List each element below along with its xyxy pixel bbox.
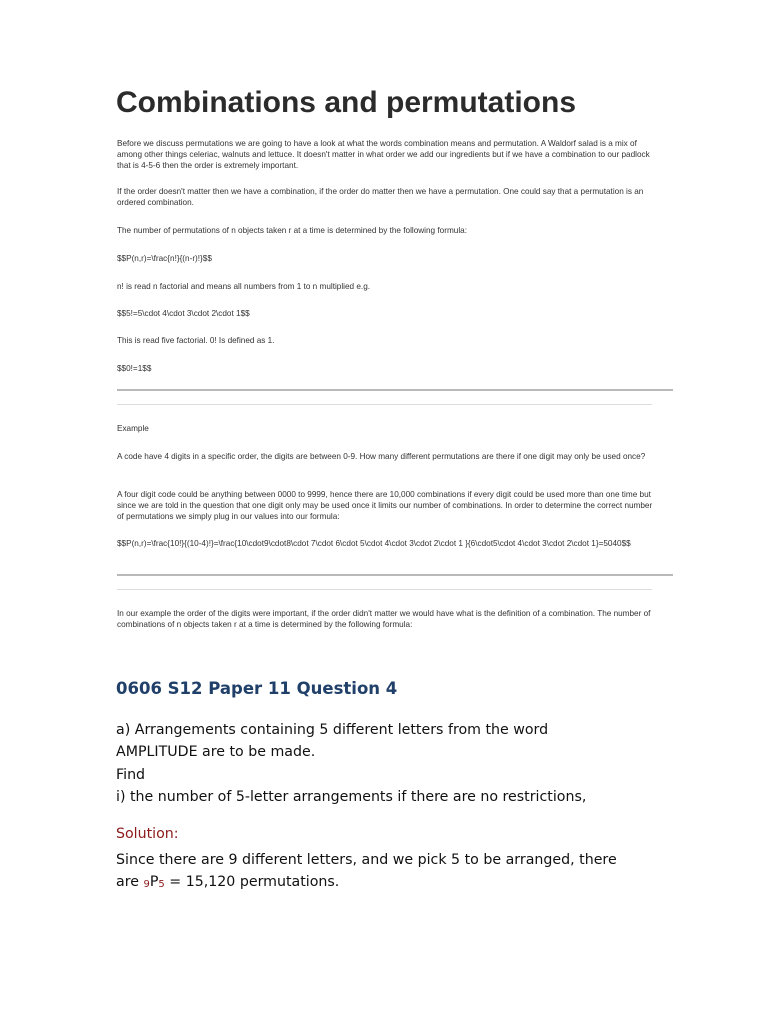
example-label: Example (117, 424, 149, 433)
example-paragraph-2: A four digit code could be anything between 0000 to 9999, hence there are 10,000 combinations if every digit could be used more than one time but since we are told in the question that one digit only may be used once it limits our number of combinations. In order to determine the correct number of permutations we simply plug in our values into our formula: (117, 490, 653, 521)
subscript-n: 9 (143, 879, 150, 890)
subscript-r: 5 (158, 879, 165, 890)
formula-zero-factorial: $$0!=1$$ (117, 364, 152, 373)
section-divider (117, 389, 673, 391)
question-line-4: i) the number of 5-letter arrangements if there are no restrictions, (116, 789, 587, 805)
formula-example: $$P(n,r)=\frac{10!}{(10-4)!}=\frac{10\cdot9\cdot8\cdot 7\cdot 6\cdot 5\cdot 4\cdot 3\cdot 2\cdot 1 }{6\cdot5\cdot 4\cdot 3\cdot 2\cdot 1}=5040$$ (117, 539, 631, 548)
formula-permutation: $$P(n,r)=\frac{n!}{(n-r)!}$$ (117, 254, 212, 263)
intro-paragraph-factorial: n! is read n factorial and means all numbers from 1 to n multiplied e.g. (117, 282, 371, 291)
solution-result: = 15,120 permutations. (164, 874, 340, 890)
section-divider-light (117, 404, 652, 405)
question-line-2: AMPLITUDE are to be made. (116, 744, 316, 760)
example-paragraph-1: A code have 4 digits in a specific order, the digits are between 0-9. How many different permutations are there if one digit may only be used once? (117, 452, 646, 461)
question-title: 0606 S12 Paper 11 Question 4 (116, 679, 398, 698)
solution-label: Solution: (116, 826, 179, 842)
intro-paragraph-3: The number of permutations of n objects taken r at a time is determined by the following formula: (117, 226, 467, 235)
permutation-symbol: P (149, 874, 159, 890)
question-line-1: a) Arrangements containing 5 different letters from the word (116, 722, 549, 738)
solution-prefix: are (116, 874, 144, 890)
question-line-3: Find (116, 767, 146, 783)
formula-five-factorial: $$5!=5\cdot 4\cdot 3\cdot 2\cdot 1$$ (117, 309, 250, 318)
section-divider-light (117, 589, 652, 590)
intro-paragraph-zero: This is read five factorial. 0! Is defined as 1. (117, 336, 275, 345)
intro-paragraph-1: Before we discuss permutations we are going to have a look at what the words combination means and permutation. A Waldorf salad is a mix of among other things celeriac, walnuts and lettuce. It doesn't matter in what order we add our ingredients but if we have a combination to our padlock that is 4-5-6 then the order is extremely important. (117, 139, 650, 170)
intro-paragraph-2: If the order doesn't matter then we have a combination, if the order do matter then we have a permutation. One could say that a permutation is an ordered combination. (117, 187, 644, 207)
section-divider (117, 574, 673, 576)
combination-paragraph: In our example the order of the digits were important, if the order didn't matter we would have what is the definition of a combination. The number of combinations of n objects taken r at a time is determined by the following formula: (117, 609, 651, 629)
solution-line-2 (116, 871, 676, 896)
page-title: Combinations and permutations (116, 86, 577, 119)
solution-line-1: Since there are 9 different letters, and we pick 5 to be arranged, there (116, 852, 617, 868)
